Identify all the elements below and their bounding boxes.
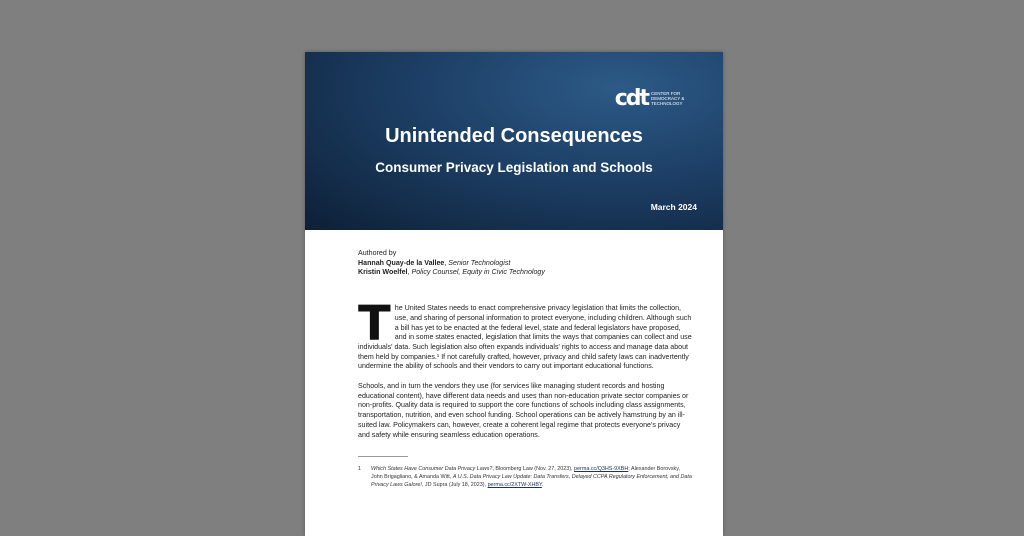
citation-title: Which States Have Consumer Data Privacy Laws? [371,466,493,473]
citation-authors: ; Alexander Borovsky, John Brigagliano, & Amanda Witt, [371,466,681,481]
paragraph [358,296,693,372]
publication-date: March 2024 [650,202,697,212]
citation-link[interactable]: perma.cc/Q3HS-9XBH [574,466,629,473]
document-title: Unintended Consequences [385,125,643,147]
paragraph-text: he United States needs to enact comprehensive privacy legislation that limits the collection, use, and sharing of personal information to protect everyone, including children. Although such a bill has yet to be enacted at the federal level, state and federal legislators have proposed, and in some states enacted, legislation that limits the ways that companies can collect and use individuals' data. Such legislation also often expands individuals' rights to access and manage data about them held by companies.¹ If not carefully crafted, however, privacy and child safety laws can inadvertently undermine the ability of schools and their vendors to carry out important educational functions. [358,304,692,371]
cdt-logo [615,86,691,111]
citation-title: A U.S. Data Privacy Law Update: Data Transfers, Delayed CCPA Regulatory Enforcement, and Data Privacy Laws Galore! [371,474,692,489]
citation-source: , Bloomberg Law (Nov. 27, 2023), [492,466,575,473]
author-role: Policy Counsel, Equity in Civic Technology [411,268,545,277]
author-role: Senior Technologist [448,258,511,267]
citation-end: . [541,482,544,489]
authors-block [358,249,693,278]
footnote-number: 1 [358,466,361,473]
document-body [358,249,693,489]
document-page [305,52,723,536]
footnote-divider [358,456,408,457]
cover-header [305,52,723,230]
author-name: Kristin Woelfel [358,268,408,277]
paragraph: Schools, and in turn the vendors they use (for services like managing student records and hosting educational content), have different data needs and uses than non-education private sector companies or non-profits. Quality data is required to support the core functions of schools including class assignments, transportation, nutrition, and even school funding. School operations can be actively hamstrung by an ill-suited law. Policymakers can, however, create a coherent legal regime that protects everyone's privacy and safety while ensuring seamless education operations. [358,382,689,439]
author-line: Hannah Quay-de la Vallee, Senior Technologist [358,258,511,267]
footnote-text [371,465,693,489]
citation-link[interactable]: perma.cc/2XTW-XHBY [487,482,542,489]
authored-by-label: Authored by [358,249,397,257]
drop-cap: T [358,296,391,353]
logo-mark: cdt [614,86,648,111]
author-line: Kristin Woelfel, Policy Counsel, Equity in Civic Technology [358,268,545,277]
logo-text: CENTER FOR DEMOCRACY & TECHNOLOGY [651,91,685,106]
document-subtitle: Consumer Privacy Legislation and Schools [375,160,653,175]
footnote [358,465,693,489]
author-name: Hannah Quay-de la Vallee [358,258,445,267]
citation-source: , JD Supra (July 18, 2023), [421,482,488,489]
